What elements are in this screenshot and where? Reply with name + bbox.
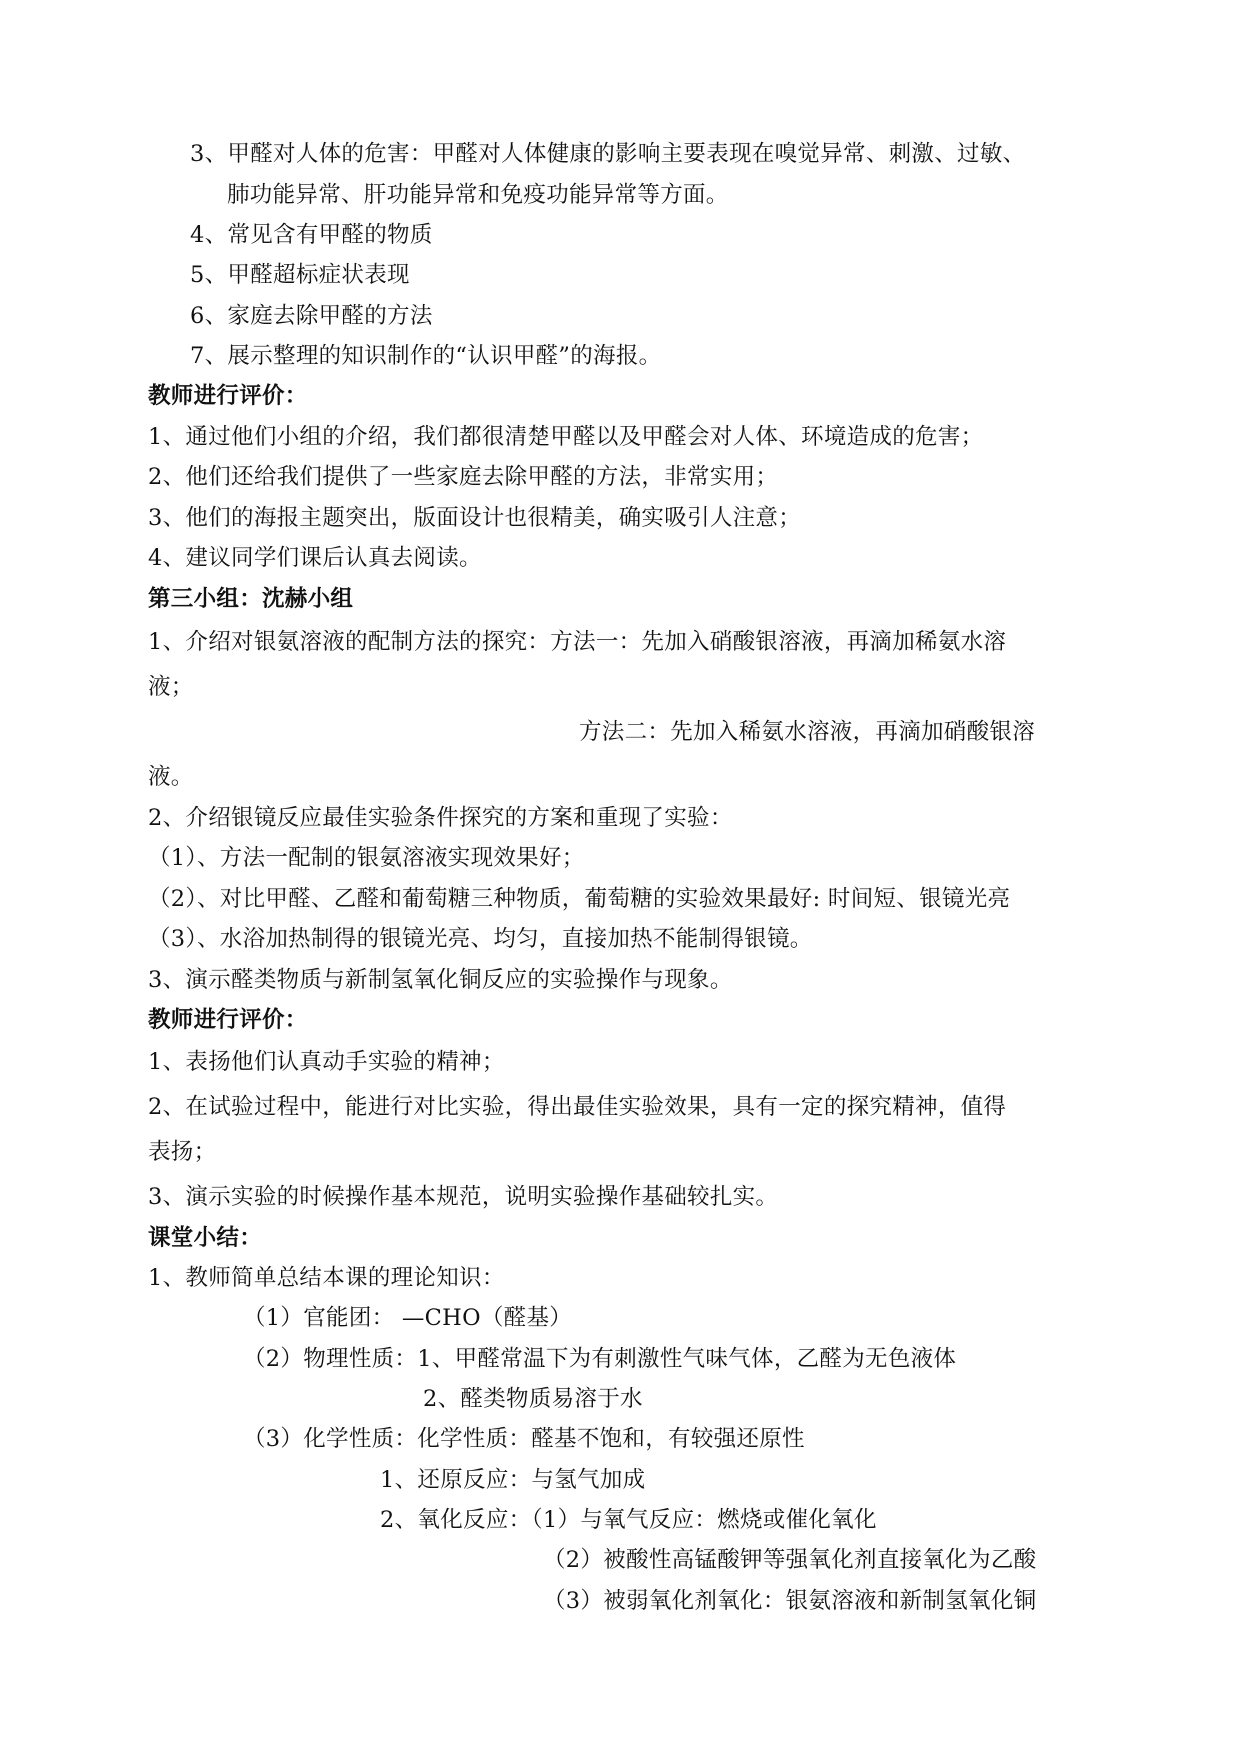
eval-1-item-1: 1、通过他们小组的介绍，我们都很清楚甲醛以及甲醛会对人体、环境造成的危害；	[148, 424, 984, 450]
item-7: 7、展示整理的知识制作的“认识甲醛”的海报。	[190, 343, 662, 369]
summary-oxidation-sub-3: （3）被弱氧化剂氧化：银氨溶液和新制氢氧化铜	[543, 1588, 1037, 1614]
item-3-continuation: 肺功能异常、肝功能异常和免疫功能异常等方面。	[227, 182, 729, 208]
summary-reduction-reaction: 1、还原反应：与氢气加成	[380, 1467, 646, 1493]
section-heading-teacher-eval-2: 教师进行评价：	[148, 1007, 308, 1033]
item-5: 5、甲醛超标症状表现	[190, 262, 410, 288]
group-3-item-3: 3、演示醛类物质与新制氢氧化铜反应的实验操作与现象。	[148, 967, 733, 993]
group-3-sub-2: （2）、对比甲醛、乙醛和葡萄糖三种物质，葡萄糖的实验效果最好: 时间短、银镜光亮	[148, 886, 1011, 912]
group-3-item-1-continuation: 液；	[148, 674, 194, 700]
group-3-sub-3: （3）、水浴加热制得的银镜光亮、均匀，直接加热不能制得银镜。	[148, 926, 813, 952]
eval-2-item-2: 2、在试验过程中，能进行对比实验，得出最佳实验效果，具有一定的探究精神，值得	[148, 1094, 1007, 1120]
summary-chemical-properties: （3）化学性质：化学性质：醛基不饱和，有较强还原性	[243, 1426, 805, 1452]
eval-1-item-4: 4、建议同学们课后认真去阅读。	[148, 545, 482, 571]
eval-2-item-2-continuation: 表扬；	[148, 1139, 217, 1165]
item-4: 4、常见含有甲醛的物质	[190, 222, 433, 248]
summary-physical-properties-2: 2、醛类物质易溶于水	[423, 1386, 643, 1412]
section-heading-teacher-eval-1: 教师进行评价：	[148, 383, 308, 409]
eval-1-item-2: 2、他们还给我们提供了一些家庭去除甲醛的方法，非常实用；	[148, 464, 779, 490]
summary-physical-properties: （2）物理性质：1、甲醛常温下为有刺激性气味气体，乙醛为无色液体	[243, 1346, 957, 1372]
summary-oxidation-reaction: 2、氧化反应：（1）与氧气反应：燃烧或催化氧化	[380, 1507, 877, 1533]
summary-item-1: 1、教师简单总结本课的理论知识：	[148, 1265, 505, 1291]
group-3-method-2: 方法二：先加入稀氨水溶液，再滴加硝酸银溶	[579, 719, 1036, 745]
group-3-sub-1: （1）、方法一配制的银氨溶液实现效果好；	[148, 845, 585, 871]
section-heading-group-3: 第三小组：沈赫小组	[148, 586, 354, 612]
group-3-item-1: 1、介绍对银氨溶液的配制方法的探究：方法一：先加入硝酸银溶液，再滴加稀氨水溶	[148, 629, 1007, 655]
eval-1-item-3: 3、他们的海报主题突出，版面设计也很精美，确实吸引人注意；	[148, 505, 802, 531]
group-3-method-2-continuation: 液。	[148, 764, 194, 790]
eval-2-item-3: 3、演示实验的时候操作基本规范，说明实验操作基础较扎实。	[148, 1184, 779, 1210]
section-heading-class-summary: 课堂小结：	[148, 1225, 263, 1251]
eval-2-item-1: 1、表扬他们认真动手实验的精神；	[148, 1049, 505, 1075]
item-3-formaldehyde-hazard: 3、甲醛对人体的危害：甲醛对人体健康的影响主要表现在嗅觉异常、刺激、过敏、	[190, 141, 1026, 167]
item-6: 6、家庭去除甲醛的方法	[190, 303, 433, 329]
group-3-item-2: 2、介绍银镜反应最佳实验条件探究的方案和重现了实验：	[148, 805, 733, 831]
summary-oxidation-sub-2: （2）被酸性高锰酸钾等强氧化剂直接氧化为乙酸	[543, 1547, 1037, 1573]
summary-functional-group: （1）官能团： —CHO（醛基）	[243, 1305, 573, 1331]
